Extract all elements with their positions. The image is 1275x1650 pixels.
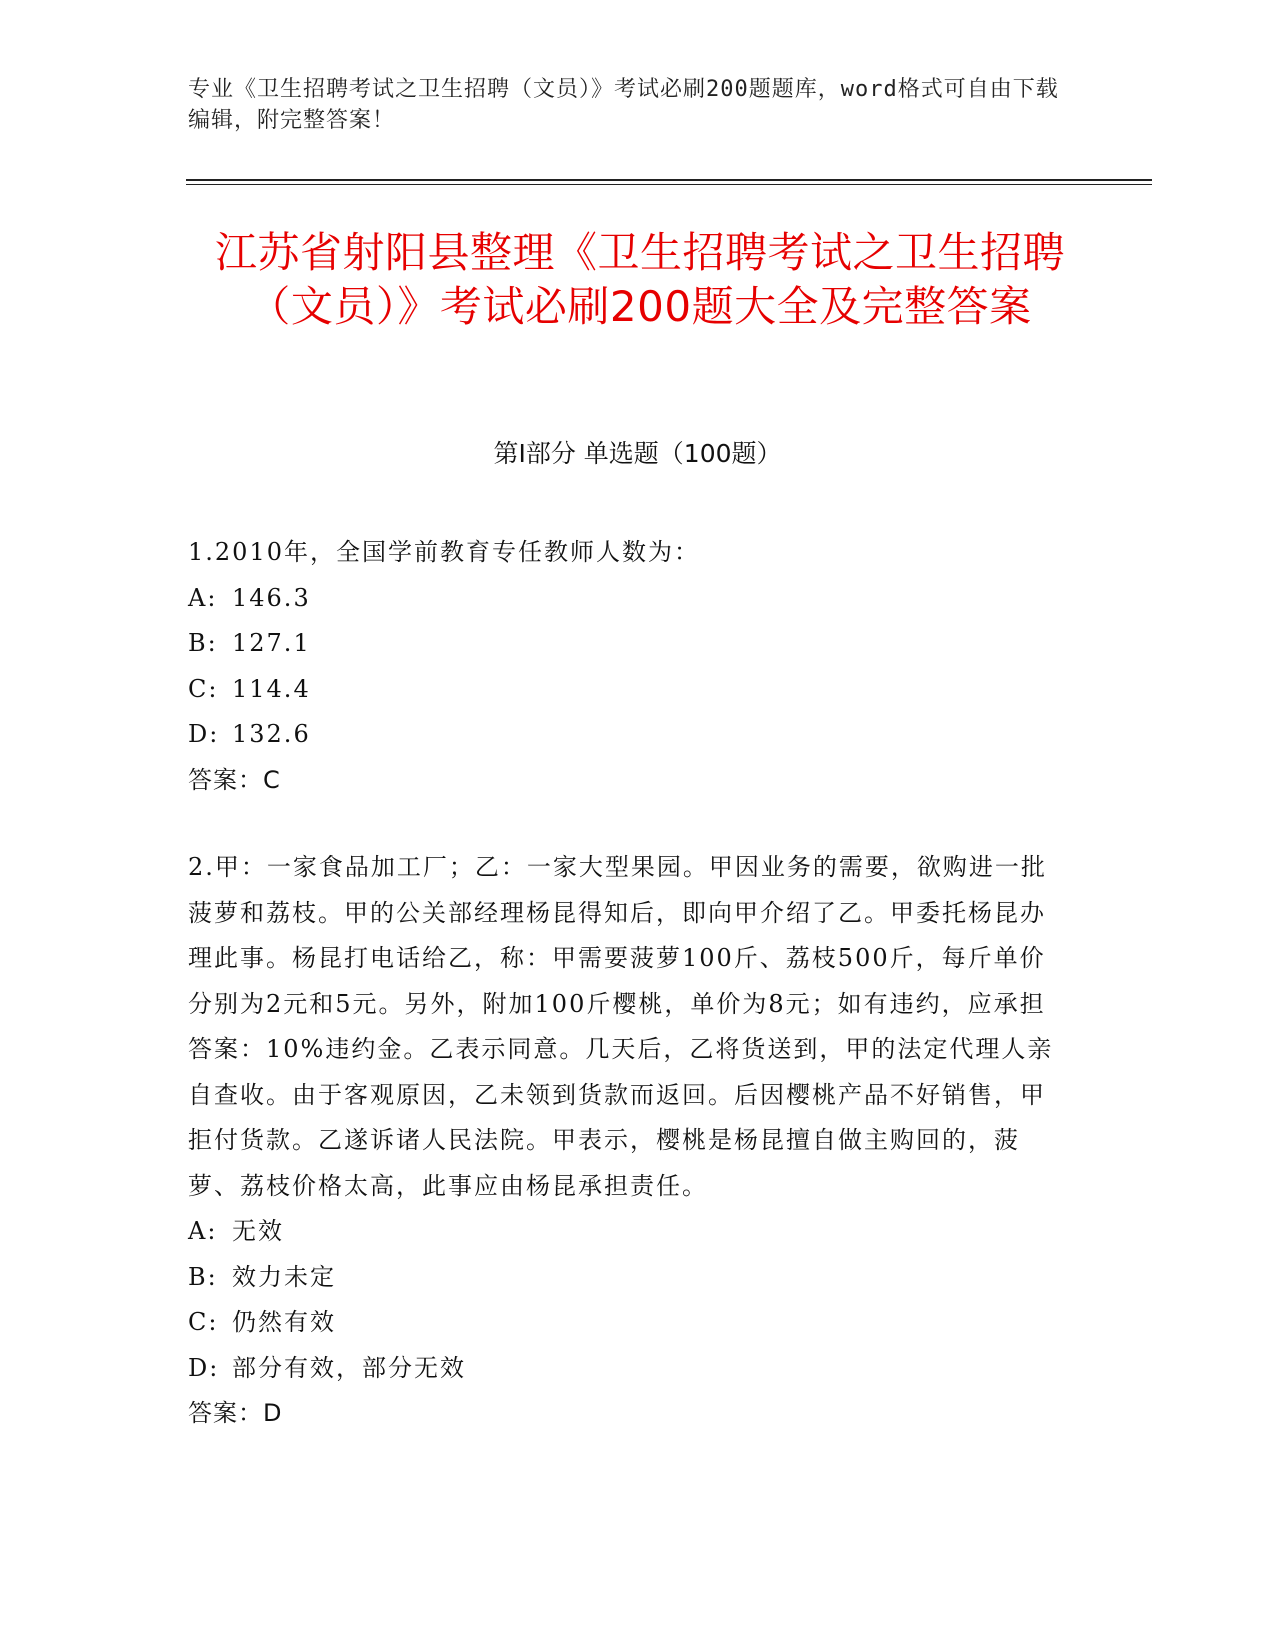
option-a bbox=[188, 1209, 1068, 1255]
option-label: B: bbox=[188, 629, 218, 657]
option-label: D: bbox=[188, 720, 220, 748]
option-text: 114.4 bbox=[232, 674, 311, 703]
option-text: 132.6 bbox=[232, 720, 311, 748]
option-d bbox=[188, 712, 1068, 758]
header-rule-thin bbox=[186, 184, 1152, 185]
option-b bbox=[188, 1255, 1068, 1301]
section-title: 第I部分 单选题（100题） bbox=[493, 439, 782, 468]
document-title: 江苏省射阳县整理《卫生招聘考试之卫生招聘（文员）》考试必刷200题大全及完整答案 bbox=[214, 228, 1065, 331]
option-text: 127.1 bbox=[232, 629, 311, 657]
option-label: A: bbox=[188, 1217, 218, 1245]
answer: 答案：D bbox=[188, 1399, 283, 1427]
option-text: 146.3 bbox=[232, 583, 311, 612]
option-d bbox=[188, 1346, 1068, 1392]
option-text: 部分有效，部分无效 bbox=[232, 1353, 466, 1382]
option-text: 效力未定 bbox=[232, 1262, 336, 1291]
option-c bbox=[188, 1300, 1068, 1346]
question-stem: 1.2010年，全国学前教育专任教师人数为： bbox=[188, 538, 700, 566]
header-rule-thick bbox=[186, 179, 1152, 181]
question-stem: 2.甲：一家食品加工厂；乙：一家大型果园。甲因业务的需要，欲购进一批菠萝和荔枝。甲的公关部经理杨昆得知后，即向甲介绍了乙。甲委托杨昆办理此事。杨昆打电话给乙，称：甲需要菠萝100斤、荔枝500斤，每斤单价分别为2元和5元。另外，附加100斤樱桃，单价为8元；如有违约，应承担答案：10%违约金。乙表示同意。几天后，乙将货送到，甲的法定代理人亲自查收。由于客观原因，乙未领到货款而返回。后因樱桃产品不好销售，甲拒付货款。乙遂诉诸人民法院。甲表示，樱桃是杨昆擅自做主购回的，菠萝、荔枝价格太高，此事应由杨昆承担责任。 bbox=[188, 853, 1054, 1200]
option-label: A: bbox=[188, 583, 218, 612]
option-b bbox=[188, 621, 1068, 667]
option-label: C: bbox=[188, 1308, 219, 1336]
option-label: B: bbox=[188, 1262, 218, 1291]
question-1 bbox=[188, 530, 1068, 803]
option-label: D: bbox=[188, 1353, 220, 1382]
option-text: 仍然有效 bbox=[232, 1308, 336, 1336]
header-note: 专业《卫生招聘考试之卫生招聘（文员）》考试必刷200题题库，word格式可自由下载编辑，附完整答案！ bbox=[188, 77, 1059, 133]
answer: 答案：C bbox=[188, 765, 281, 794]
option-text: 无效 bbox=[232, 1217, 284, 1245]
option-a bbox=[188, 576, 1068, 622]
option-c bbox=[188, 667, 1068, 713]
question-2 bbox=[188, 845, 1068, 1437]
option-label: C: bbox=[188, 674, 219, 703]
